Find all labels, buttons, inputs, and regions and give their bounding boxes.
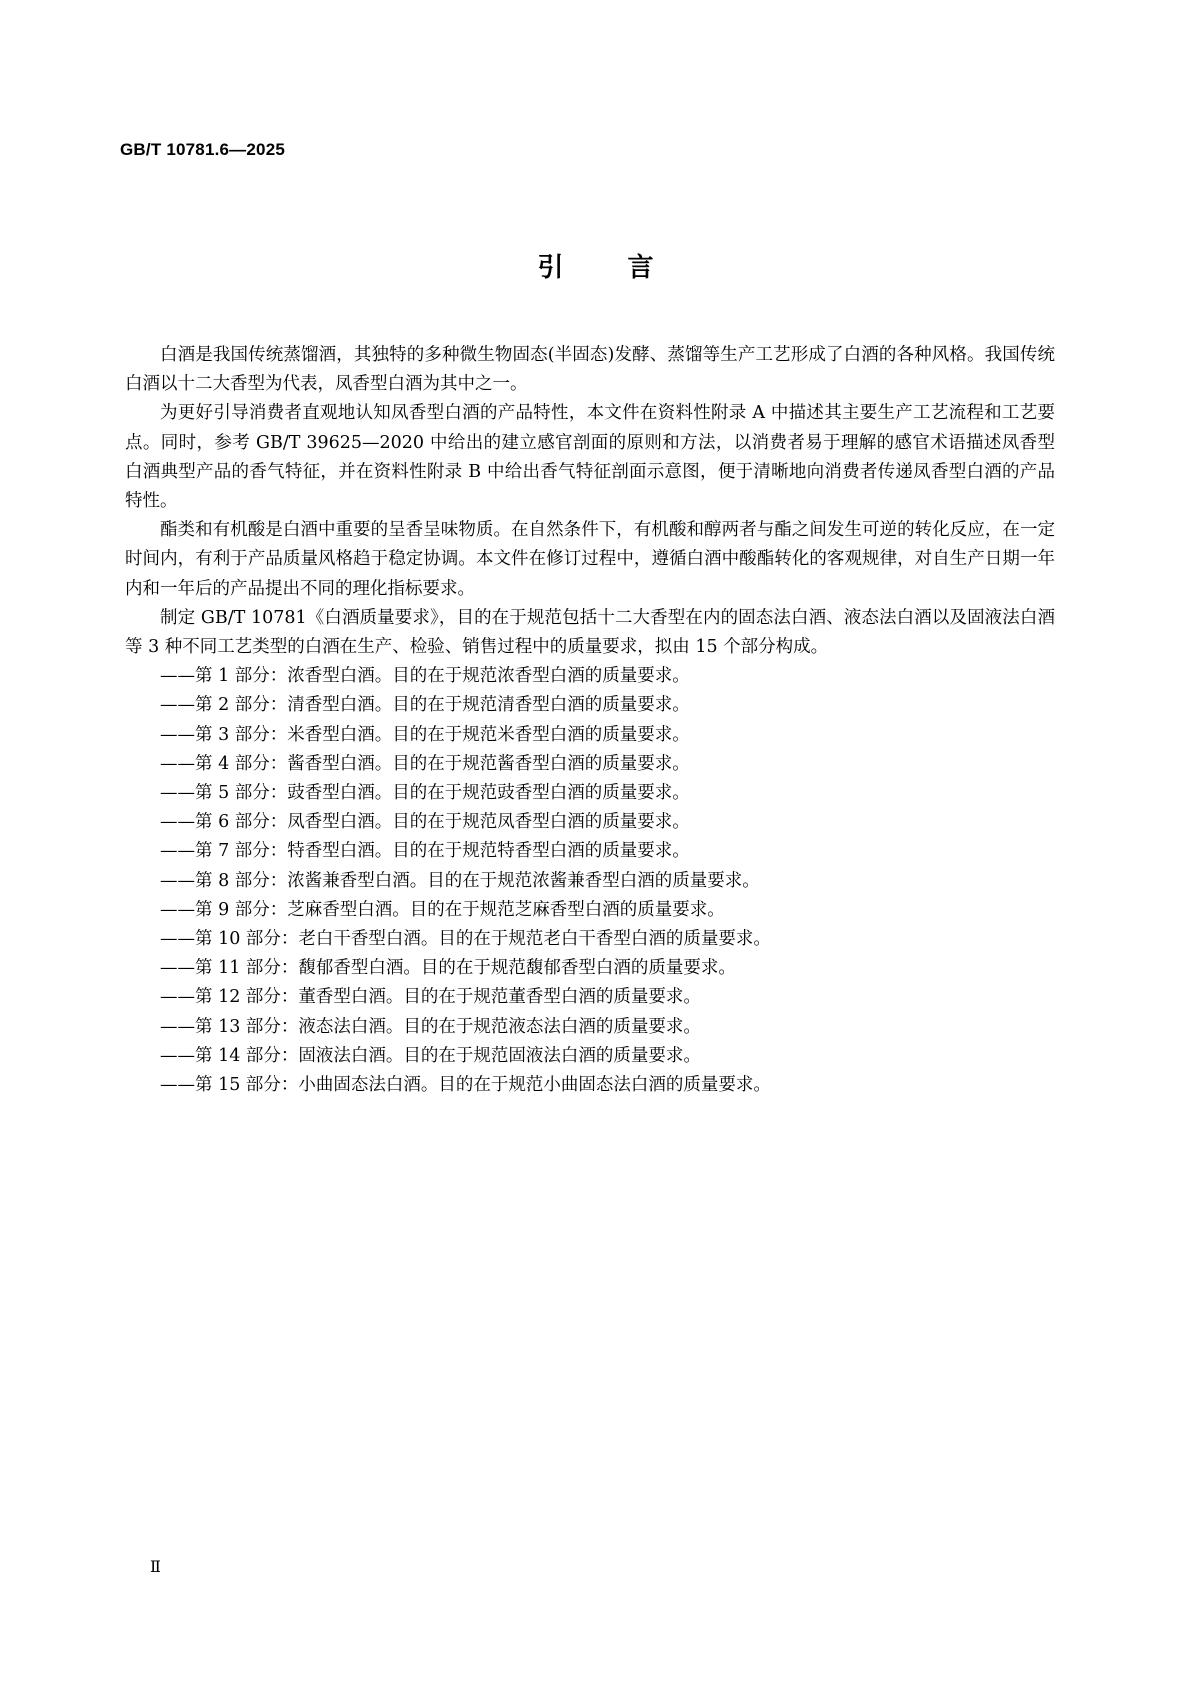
list-item: ——第 15 部分：小曲固态法白酒。目的在于规范小曲固态法白酒的质量要求。 — [160, 1075, 771, 1096]
list-item: ——第 6 部分：凤香型白酒。目的在于规范凤香型白酒的质量要求。 — [160, 812, 690, 833]
list-item: ——第 4 部分：酱香型白酒。目的在于规范酱香型白酒的质量要求。 — [160, 753, 690, 774]
list-item: ——第 7 部分：特香型白酒。目的在于规范特香型白酒的质量要求。 — [160, 841, 690, 862]
paragraph: 为更好引导消费者直观地认知凤香型白酒的产品特性，本文件在资料性附录 A 中描述其主要生产工艺流程和工艺要点。同时，参考 GB/T 39625—2020 中给出的建立感官剖面的原则和方法，以消费者易于理解的感官术语描述凤香型白酒典型产品的香气特征，并在资料性附录 B 中给出香气特征剖面示意图，便于清晰地向消费者传递凤香型白酒的产品特性。 — [125, 403, 1055, 512]
list-item: ——第 1 部分：浓香型白酒。目的在于规范浓香型白酒的质量要求。 — [160, 666, 690, 687]
page-number: Ⅱ — [150, 1557, 161, 1576]
list-item: ——第 11 部分：馥郁香型白酒。目的在于规范馥郁香型白酒的质量要求。 — [160, 958, 736, 979]
list-item: ——第 14 部分：固液法白酒。目的在于规范固液法白酒的质量要求。 — [160, 1045, 701, 1066]
list-item: ——第 3 部分：米香型白酒。目的在于规范米香型白酒的质量要求。 — [160, 724, 690, 745]
list-item: ——第 12 部分：董香型白酒。目的在于规范董香型白酒的质量要求。 — [160, 987, 701, 1008]
list-item: ——第 5 部分：豉香型白酒。目的在于规范豉香型白酒的质量要求。 — [160, 783, 690, 804]
list-item: ——第 9 部分：芝麻香型白酒。目的在于规范芝麻香型白酒的质量要求。 — [160, 899, 725, 920]
list-item: ——第 2 部分：清香型白酒。目的在于规范清香型白酒的质量要求。 — [160, 695, 690, 716]
list-item: ——第 13 部分：液态法白酒。目的在于规范液态法白酒的质量要求。 — [160, 1016, 701, 1037]
paragraph: 白酒是我国传统蒸馏酒，其独特的多种微生物固态(半固态)发酵、蒸馏等生产工艺形成了白酒的各种风格。我国传统白酒以十二大香型为代表，凤香型白酒为其中之一。 — [125, 345, 1055, 395]
list-item: ——第 8 部分：浓酱兼香型白酒。目的在于规范浓酱兼香型白酒的质量要求。 — [160, 870, 760, 891]
parts-list — [125, 662, 1055, 1100]
introduction-body — [125, 341, 1055, 1100]
paragraph: 制定 GB/T 10781《白酒质量要求》，目的在于规范包括十二大香型在内的固态法白酒、液态法白酒以及固液法白酒等 3 种不同工艺类型的白酒在生产、检验、销售过程中的质量要求，拟由 15 个部分构成。 — [125, 607, 1055, 658]
standard-number: GB/T 10781.6—2025 — [120, 140, 285, 159]
list-item: ——第 10 部分：老白干香型白酒。目的在于规范老白干香型白酒的质量要求。 — [160, 929, 771, 950]
page-title: 引言 — [537, 253, 718, 283]
paragraph: 酯类和有机酸是白酒中重要的呈香呈味物质。在自然条件下，有机酸和醇两者与酯之间发生可逆的转化反应，在一定时间内，有利于产品质量风格趋于稳定协调。本文件在修订过程中，遵循白酒中酸酯转化的客观规律，对自生产日期一年内和一年后的产品提出不同的理化指标要求。 — [125, 520, 1055, 599]
